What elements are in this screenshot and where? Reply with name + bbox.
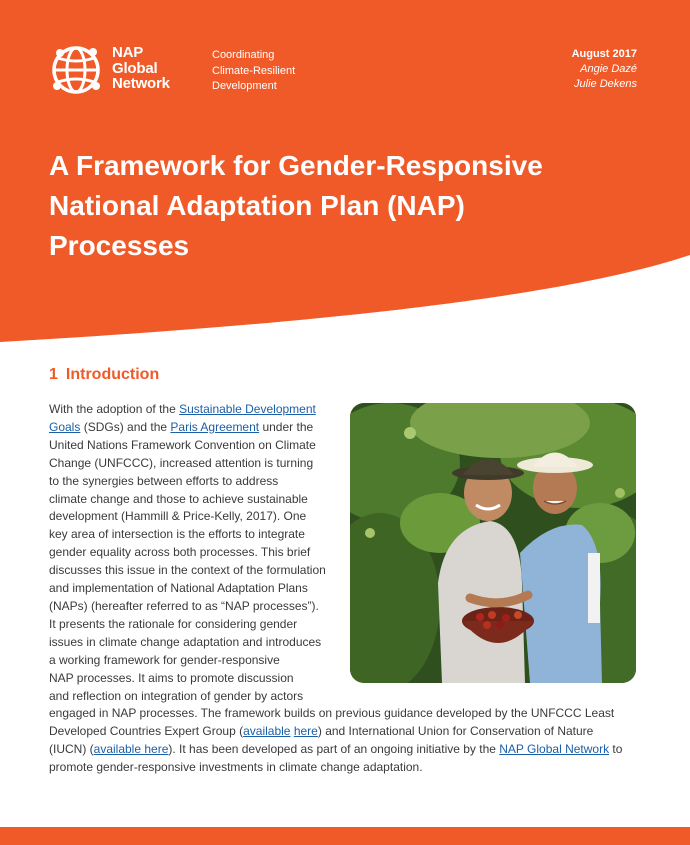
text-line: and reflection on integration of gender by actors <box>49 688 304 703</box>
iucn-link[interactable]: available here <box>93 742 169 757</box>
text-line: issues in climate change adaptation and introduces <box>49 634 322 649</box>
nap-global-network-link[interactable]: NAP Global Network <box>499 742 610 757</box>
section-heading <box>49 366 159 384</box>
text-line: discusses this issue in the context of the formulation <box>49 563 326 578</box>
brand-tagline <box>212 48 295 95</box>
text-line: (NAPs) (hereafter referred to as “NAP processes”). <box>49 598 319 613</box>
title-line: National Adaptation Plan (NAP) <box>49 190 465 221</box>
tagline-line: Development <box>212 80 277 92</box>
footer-bar <box>0 827 690 845</box>
ldc-expert-group-link[interactable]: available <box>243 724 291 739</box>
document-title <box>49 146 649 266</box>
brand-name <box>112 45 170 92</box>
author-name: Angie Dazé <box>580 63 637 75</box>
text-line: key area of intersection is the efforts to integrate <box>49 527 305 542</box>
tagline-line: Climate-Resilient <box>212 64 296 77</box>
section-title: Introduction <box>65 366 160 383</box>
tagline-line: Coordinating <box>212 49 275 61</box>
globe-network-icon <box>46 40 106 100</box>
title-line: A Framework for Gender-Responsive <box>49 150 543 181</box>
text-line: climate change and those to achieve sustainable <box>49 491 308 506</box>
text-line <box>49 401 649 419</box>
text-line: United Nations Framework Convention on Climate <box>49 437 316 452</box>
text-line: and implementation of National Adaptation Plans <box>49 581 308 596</box>
text-line: It presents the rationale for considering gender <box>49 616 298 631</box>
text-line: to the synergies between efforts to address <box>49 473 279 488</box>
text-line: Change (UNFCCC), increased attention is turning <box>49 455 314 470</box>
text-line: development (Hammill & Price-Kelly, 2017). One <box>49 509 307 524</box>
text-line <box>49 419 649 437</box>
section-number: 1 <box>49 366 58 383</box>
text-line: gender equality across both processes. This brief <box>49 545 311 560</box>
text-line: a working framework for gender-responsive <box>49 652 280 667</box>
text-segment: ). It has been developed as part of an ongoing initiative by the <box>168 742 500 757</box>
introduction-body <box>49 401 649 777</box>
text-line: engaged in NAP processes. The framework builds on previous guidance developed by the UNFCCC Least <box>49 706 615 721</box>
brand-name-line: Global <box>112 59 158 77</box>
brand-name-line: Network <box>112 75 170 92</box>
text-line <box>49 723 649 741</box>
publication-meta <box>572 47 637 92</box>
ldc-expert-group-link[interactable]: here <box>293 724 318 739</box>
text-segment: ) and International Union for Conservation of Nature <box>317 724 594 739</box>
title-line: Processes <box>49 230 190 261</box>
text-line <box>49 741 649 759</box>
text-segment: Developed Countries Expert Group ( <box>49 724 244 739</box>
author-name: Julie Dekens <box>574 78 637 90</box>
text-segment: under the <box>259 419 314 434</box>
text-line: promote gender-responsive investments in climate change adaptation. <box>49 760 423 775</box>
text-segment: (SDGs) and the <box>80 419 171 434</box>
text-segment: to <box>609 742 623 757</box>
sdg-link[interactable]: Sustainable Development <box>179 402 316 416</box>
brand-name-line: NAP <box>112 44 144 61</box>
sdg-link[interactable]: Goals <box>49 419 81 434</box>
text-segment: With the adoption of the <box>49 402 180 416</box>
text-line: NAP processes. It aims to promote discussion <box>49 670 294 685</box>
publication-date: August 2017 <box>571 48 637 60</box>
text-segment: (IUCN) ( <box>49 742 94 757</box>
paris-agreement-link[interactable]: Paris Agreement <box>170 419 260 434</box>
